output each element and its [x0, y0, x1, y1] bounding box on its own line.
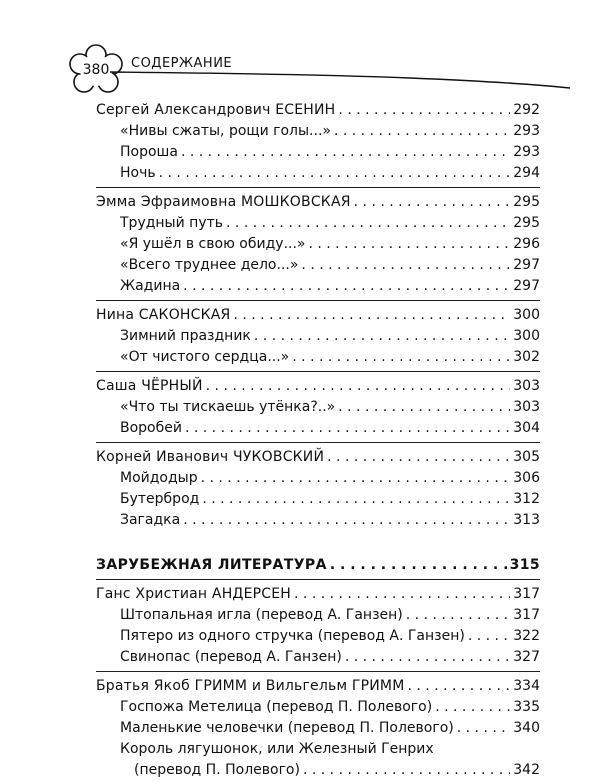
- toc-work-row[interactable]: «Нивы сжаты, рощи голы...» . . . 293: [96, 121, 540, 142]
- toc-section-esenin: [96, 100, 540, 184]
- table-of-contents: [96, 100, 540, 781]
- toc-work-row[interactable]: Ночь . . . 294: [96, 163, 540, 184]
- toc-work-row[interactable]: Загадка . . . 313: [96, 510, 540, 531]
- toc-work-row-line1[interactable]: Король лягушонок, или Железный Генрих: [120, 741, 434, 757]
- toc-author-row[interactable]: Братья Якоб ГРИММ и Вильгельм ГРИММ . . . 334: [96, 676, 540, 697]
- toc-work-row[interactable]: «Я ушёл в свою обиду...» . . . 296: [96, 234, 540, 255]
- toc-author-row[interactable]: Эмма Эфраимовна МОШКОВСКАЯ . . . 295: [96, 192, 540, 213]
- toc-part-heading[interactable]: ЗАРУБЕЖНАЯ ЛИТЕРАТУРА . . . 315: [96, 555, 540, 576]
- toc-author-row[interactable]: Саша ЧЁРНЫЙ . . . 303: [96, 376, 540, 397]
- section-divider: [96, 300, 540, 301]
- page-header: [0, 0, 600, 90]
- toc-work-row[interactable]: Госпожа Метелица (перевод П. Полевого) . . . 335: [96, 697, 540, 718]
- section-divider: [96, 442, 540, 443]
- toc-section-cherny: [96, 376, 540, 439]
- section-divider: [96, 671, 540, 672]
- toc-author-row[interactable]: Ганс Христиан АНДЕРСЕН . . . 317: [96, 584, 540, 605]
- toc-work-row[interactable]: Штопальная игла (перевод А. Ганзен) . . . 317: [96, 605, 540, 626]
- page-number: 380: [82, 62, 110, 78]
- section-gap: [96, 531, 540, 555]
- toc-section-chukovsky: [96, 447, 540, 531]
- toc-work-row[interactable]: Бутерброд . . . 312: [96, 489, 540, 510]
- section-divider: [96, 187, 540, 188]
- toc-work-row[interactable]: Пятеро из одного стручка (перевод А. Ганзен) . . . 322: [96, 626, 540, 647]
- toc-work-row[interactable]: Пороша . . . 293: [96, 142, 540, 163]
- toc-author-row[interactable]: Нина САКОНСКАЯ . . . 300: [96, 305, 540, 326]
- toc-work-row[interactable]: «От чистого сердца...» . . . 302: [96, 347, 540, 368]
- toc-section-andersen: [96, 584, 540, 668]
- section-divider: [96, 371, 540, 372]
- toc-work-row[interactable]: «Всего труднее дело...» . . . 297: [96, 255, 540, 276]
- toc-section-grimm: [96, 676, 540, 781]
- section-divider: [96, 579, 540, 580]
- toc-work-row[interactable]: Мойдодыр . . . 306: [96, 468, 540, 489]
- toc-work-row[interactable]: Трудный путь . . . 295: [96, 213, 540, 234]
- toc-section-sakonskaya: [96, 305, 540, 368]
- toc-work-row[interactable]: Зимний праздник . . . 300: [96, 326, 540, 347]
- toc-work-row[interactable]: Свинопас (перевод А. Ганзен) . . . 327: [96, 647, 540, 668]
- toc-author-row[interactable]: Сергей Александрович ЕСЕНИН . . . 292: [96, 100, 540, 121]
- toc-work-row-line2[interactable]: (перевод П. Полевого) . . . 342: [96, 760, 540, 781]
- toc-work-row[interactable]: Маленькие человечки (перевод П. Полевого) . . . 340: [96, 718, 540, 739]
- toc-work-row[interactable]: «Что ты тискаешь утёнка?..» . . . 303: [96, 397, 540, 418]
- toc-author-row[interactable]: Корней Иванович ЧУКОВСКИЙ . . . 305: [96, 447, 540, 468]
- toc-work-row[interactable]: Жадина . . . 297: [96, 276, 540, 297]
- header-title: СОДЕРЖАНИЕ: [131, 56, 233, 71]
- toc-section-moshkovskaya: [96, 192, 540, 297]
- toc-work-row[interactable]: Воробей . . . 304: [96, 418, 540, 439]
